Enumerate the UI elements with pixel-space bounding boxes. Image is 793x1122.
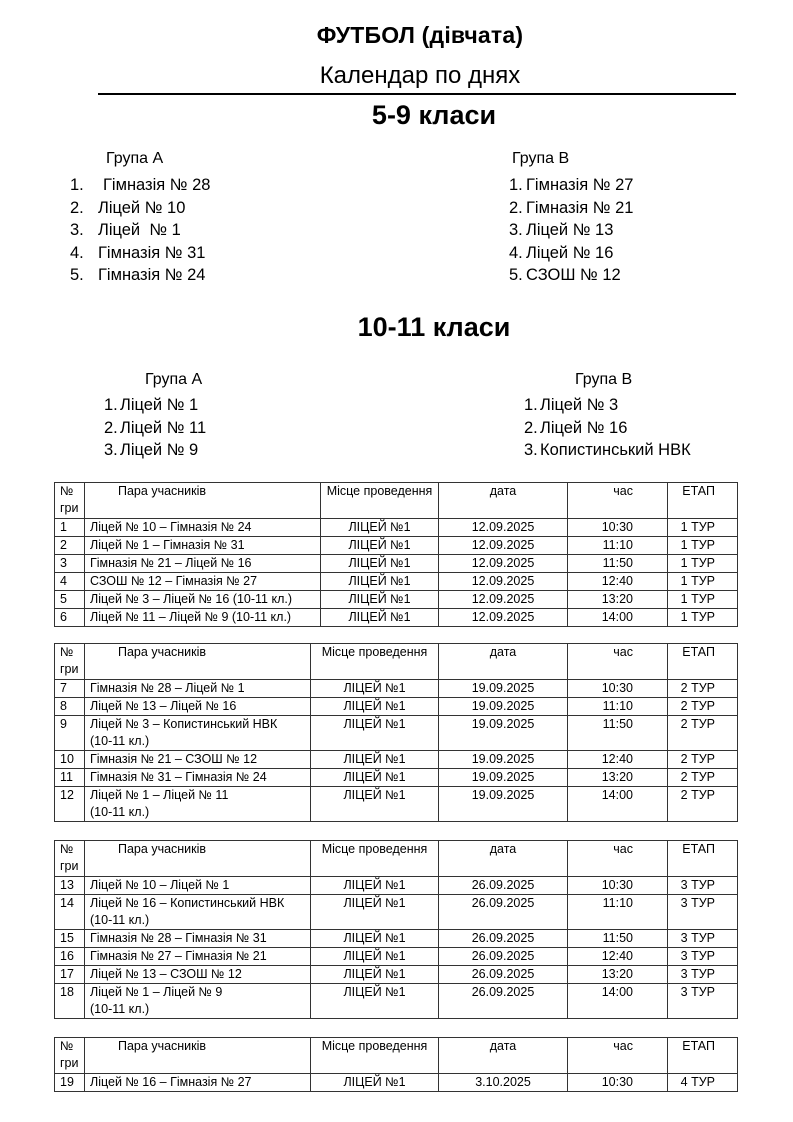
match-date: 12.09.2025 — [439, 537, 568, 555]
header-pair: Пара учасників — [85, 644, 311, 680]
table-row — [55, 519, 738, 537]
header-pair: Пара учасників — [85, 1038, 311, 1074]
match-place: ЛІЦЕЙ №1 — [321, 519, 439, 537]
schedule-table — [54, 482, 738, 627]
match-time: 12:40 — [568, 573, 668, 591]
list-item: 5. Гімназія № 24 — [70, 266, 206, 285]
table-header-row — [55, 1038, 738, 1074]
header-date: дата — [439, 483, 568, 519]
match-time: 11:50 — [568, 716, 668, 751]
table-row — [55, 930, 738, 948]
document-title: ФУТБОЛ (дівчата) — [316, 22, 524, 48]
match-stage: 1 ТУР — [668, 591, 738, 609]
table-row — [55, 698, 738, 716]
table-row — [55, 591, 738, 609]
schedule-table — [54, 1037, 738, 1092]
header-time: час — [568, 841, 668, 877]
list-item: 3. Ліцей № 9 — [104, 441, 199, 460]
match-time: 10:30 — [568, 877, 668, 895]
list-item: 3. Ліцей № 1 — [70, 221, 181, 240]
game-number: 14 — [55, 895, 85, 930]
header-time: час — [568, 483, 668, 519]
schedule-table — [54, 643, 738, 822]
juniors-group-b-list — [509, 174, 633, 287]
header-place: Місце проведення — [311, 644, 439, 680]
match-pair: Гімназія № 27 – Гімназія № 21 — [85, 948, 311, 966]
match-place: ЛІЦЕЙ №1 — [311, 1074, 439, 1092]
table-row — [55, 948, 738, 966]
list-item: 5. СЗОШ № 12 — [509, 266, 621, 285]
game-number: 1 — [55, 519, 85, 537]
game-number: 6 — [55, 609, 85, 627]
match-pair: Гімназія № 28 – Гімназія № 31 — [85, 930, 311, 948]
match-place: ЛІЦЕЙ №1 — [321, 555, 439, 573]
table-header-row — [55, 644, 738, 680]
list-item: 1. Ліцей № 3 — [524, 396, 619, 414]
match-date: 19.09.2025 — [439, 751, 568, 769]
match-date: 26.09.2025 — [439, 895, 568, 930]
match-stage: 1 ТУР — [668, 537, 738, 555]
match-date: 12.09.2025 — [439, 555, 568, 573]
list-item: 2. Ліцей № 16 — [524, 418, 628, 437]
match-place: ЛІЦЕЙ №1 — [311, 716, 439, 751]
header-date: дата — [439, 841, 568, 877]
match-stage: 3 ТУР — [668, 930, 738, 948]
table-row — [55, 751, 738, 769]
game-number: 9 — [55, 716, 85, 751]
header-game-number: № гри — [55, 483, 85, 519]
match-pair: Ліцей № 10 – Гімназія № 24 — [85, 519, 321, 537]
match-time: 10:30 — [568, 1074, 668, 1092]
header-game-number: № гри — [55, 644, 85, 680]
section-heading-seniors: 10-11 класи — [357, 312, 511, 342]
header-divider — [98, 93, 736, 95]
match-stage: 2 ТУР — [668, 716, 738, 751]
header-stage: ЕТАП — [668, 644, 738, 680]
game-number: 8 — [55, 698, 85, 716]
header-stage: ЕТАП — [668, 1038, 738, 1074]
game-number: 15 — [55, 930, 85, 948]
table-row — [55, 877, 738, 895]
match-time: 14:00 — [568, 984, 668, 1019]
juniors-group-b-label: Група В — [512, 150, 570, 167]
match-date: 19.09.2025 — [439, 680, 568, 698]
match-place: ЛІЦЕЙ №1 — [311, 930, 439, 948]
juniors-group-a-list — [70, 174, 210, 287]
schedule-table — [54, 840, 738, 1019]
match-pair: Гімназія № 21 – СЗОШ № 12 — [85, 751, 311, 769]
match-date: 12.09.2025 — [439, 609, 568, 627]
seniors-group-b-list — [524, 394, 691, 462]
match-place: ЛІЦЕЙ №1 — [321, 573, 439, 591]
section-heading-juniors: 5-9 класи — [371, 100, 497, 130]
list-item: 2. Ліцей № 10 — [70, 198, 186, 217]
match-stage: 3 ТУР — [668, 895, 738, 930]
header-stage: ЕТАП — [668, 841, 738, 877]
match-pair: Ліцей № 13 – Ліцей № 16 — [85, 698, 311, 716]
list-item: 1. Ліцей № 1 — [104, 396, 199, 414]
match-time: 13:20 — [568, 591, 668, 609]
match-pair: Ліцей № 3 – Ліцей № 16 (10-11 кл.) — [85, 591, 321, 609]
match-place: ЛІЦЕЙ №1 — [321, 591, 439, 609]
match-stage: 1 ТУР — [668, 555, 738, 573]
header-game-number: № гри — [55, 1038, 85, 1074]
match-time: 14:00 — [568, 609, 668, 627]
match-time: 10:30 — [568, 680, 668, 698]
match-pair: Ліцей № 1 – Гімназія № 31 — [85, 537, 321, 555]
game-number: 19 — [55, 1074, 85, 1092]
header-time: час — [568, 1038, 668, 1074]
match-pair: Ліцей № 10 – Ліцей № 1 — [85, 877, 311, 895]
table-row — [55, 573, 738, 591]
match-time: 11:10 — [568, 895, 668, 930]
match-stage: 1 ТУР — [668, 519, 738, 537]
match-time: 13:20 — [568, 769, 668, 787]
match-date: 19.09.2025 — [439, 716, 568, 751]
match-time: 11:10 — [568, 698, 668, 716]
match-time: 12:40 — [568, 948, 668, 966]
document-subtitle: Календар по днях — [319, 62, 521, 89]
header-place: Місце проведення — [321, 483, 439, 519]
list-item: 4. Гімназія № 31 — [70, 243, 206, 262]
match-date: 26.09.2025 — [439, 948, 568, 966]
match-place: ЛІЦЕЙ №1 — [311, 948, 439, 966]
table-row — [55, 984, 738, 1019]
match-stage: 1 ТУР — [668, 573, 738, 591]
header-time: час — [568, 644, 668, 680]
game-number: 5 — [55, 591, 85, 609]
list-item: 1. Гімназія № 28 — [70, 176, 211, 194]
header-pair: Пара учасників — [85, 483, 321, 519]
match-stage: 3 ТУР — [668, 966, 738, 984]
table-row — [55, 537, 738, 555]
match-place: ЛІЦЕЙ №1 — [311, 895, 439, 930]
list-item: 4. Ліцей № 16 — [509, 243, 614, 262]
match-pair: Ліцей № 13 – СЗОШ № 12 — [85, 966, 311, 984]
table-row — [55, 787, 738, 822]
match-date: 19.09.2025 — [439, 769, 568, 787]
header-date: дата — [439, 644, 568, 680]
header-pair: Пара учасників — [85, 841, 311, 877]
match-date: 19.09.2025 — [439, 698, 568, 716]
game-number: 13 — [55, 877, 85, 895]
table-row — [55, 555, 738, 573]
game-number: 18 — [55, 984, 85, 1019]
table-row — [55, 680, 738, 698]
match-place: ЛІЦЕЙ №1 — [311, 698, 439, 716]
match-time: 11:10 — [568, 537, 668, 555]
game-number: 4 — [55, 573, 85, 591]
table-header-row — [55, 841, 738, 877]
match-time: 12:40 — [568, 751, 668, 769]
match-stage: 3 ТУР — [668, 877, 738, 895]
match-date: 26.09.2025 — [439, 877, 568, 895]
match-date: 3.10.2025 — [439, 1074, 568, 1092]
match-pair: Гімназія № 21 – Ліцей № 16 — [85, 555, 321, 573]
table-row — [55, 1074, 738, 1092]
match-pair: Ліцей № 1 – Ліцей № 11 (10-11 кл.) — [85, 787, 311, 822]
match-place: ЛІЦЕЙ №1 — [321, 537, 439, 555]
match-pair: Ліцей № 3 – Копистинський НВК (10-11 кл.) — [85, 716, 311, 751]
match-pair: Ліцей № 11 – Ліцей № 9 (10-11 кл.) — [85, 609, 321, 627]
match-place: ЛІЦЕЙ №1 — [311, 984, 439, 1019]
match-time: 11:50 — [568, 930, 668, 948]
game-number: 11 — [55, 769, 85, 787]
match-stage: 1 ТУР — [668, 609, 738, 627]
match-place: ЛІЦЕЙ №1 — [311, 751, 439, 769]
match-time: 13:20 — [568, 966, 668, 984]
match-time: 11:50 — [568, 555, 668, 573]
list-item: 3. Копистинський НВК — [524, 441, 691, 460]
match-pair: Ліцей № 1 – Ліцей № 9 (10-11 кл.) — [85, 984, 311, 1019]
match-date: 12.09.2025 — [439, 591, 568, 609]
match-stage: 4 ТУР — [668, 1074, 738, 1092]
match-pair: Ліцей № 16 – Гімназія № 27 — [85, 1074, 311, 1092]
seniors-group-a-list — [104, 394, 206, 462]
header-game-number: № гри — [55, 841, 85, 877]
match-pair: Ліцей № 16 – Копистинський НВК (10-11 кл.) — [85, 895, 311, 930]
game-number: 7 — [55, 680, 85, 698]
list-item: 3. Ліцей № 13 — [509, 221, 614, 240]
match-stage: 3 ТУР — [668, 948, 738, 966]
match-place: ЛІЦЕЙ №1 — [311, 787, 439, 822]
match-stage: 2 ТУР — [668, 698, 738, 716]
juniors-group-a-label: Група А — [106, 150, 164, 167]
list-item: 2. Гімназія № 21 — [509, 198, 634, 217]
match-date: 19.09.2025 — [439, 787, 568, 822]
match-date: 26.09.2025 — [439, 966, 568, 984]
match-pair: СЗОШ № 12 – Гімназія № 27 — [85, 573, 321, 591]
match-pair: Гімназія № 31 – Гімназія № 24 — [85, 769, 311, 787]
match-stage: 2 ТУР — [668, 787, 738, 822]
table-header-row — [55, 483, 738, 519]
match-stage: 3 ТУР — [668, 984, 738, 1019]
table-row — [55, 609, 738, 627]
match-stage: 2 ТУР — [668, 751, 738, 769]
header-place: Місце проведення — [311, 841, 439, 877]
list-item: 2. Ліцей № 11 — [104, 418, 207, 437]
table-row — [55, 895, 738, 930]
match-place: ЛІЦЕЙ №1 — [321, 609, 439, 627]
game-number: 17 — [55, 966, 85, 984]
match-place: ЛІЦЕЙ №1 — [311, 877, 439, 895]
list-item: 1. Гімназія № 27 — [509, 176, 634, 194]
game-number: 3 — [55, 555, 85, 573]
game-number: 2 — [55, 537, 85, 555]
match-date: 12.09.2025 — [439, 573, 568, 591]
match-pair: Гімназія № 28 – Ліцей № 1 — [85, 680, 311, 698]
match-time: 14:00 — [568, 787, 668, 822]
match-place: ЛІЦЕЙ №1 — [311, 769, 439, 787]
match-time: 10:30 — [568, 519, 668, 537]
table-row — [55, 716, 738, 751]
seniors-group-a-label: Група А — [145, 371, 203, 388]
match-place: ЛІЦЕЙ №1 — [311, 680, 439, 698]
header-date: дата — [439, 1038, 568, 1074]
table-row — [55, 966, 738, 984]
game-number: 12 — [55, 787, 85, 822]
header-stage: ЕТАП — [668, 483, 738, 519]
game-number: 10 — [55, 751, 85, 769]
seniors-group-b-label: Група В — [575, 371, 633, 388]
header-place: Місце проведення — [311, 1038, 439, 1074]
match-stage: 2 ТУР — [668, 680, 738, 698]
game-number: 16 — [55, 948, 85, 966]
match-date: 12.09.2025 — [439, 519, 568, 537]
match-date: 26.09.2025 — [439, 930, 568, 948]
match-place: ЛІЦЕЙ №1 — [311, 966, 439, 984]
match-stage: 2 ТУР — [668, 769, 738, 787]
match-date: 26.09.2025 — [439, 984, 568, 1019]
table-row — [55, 769, 738, 787]
